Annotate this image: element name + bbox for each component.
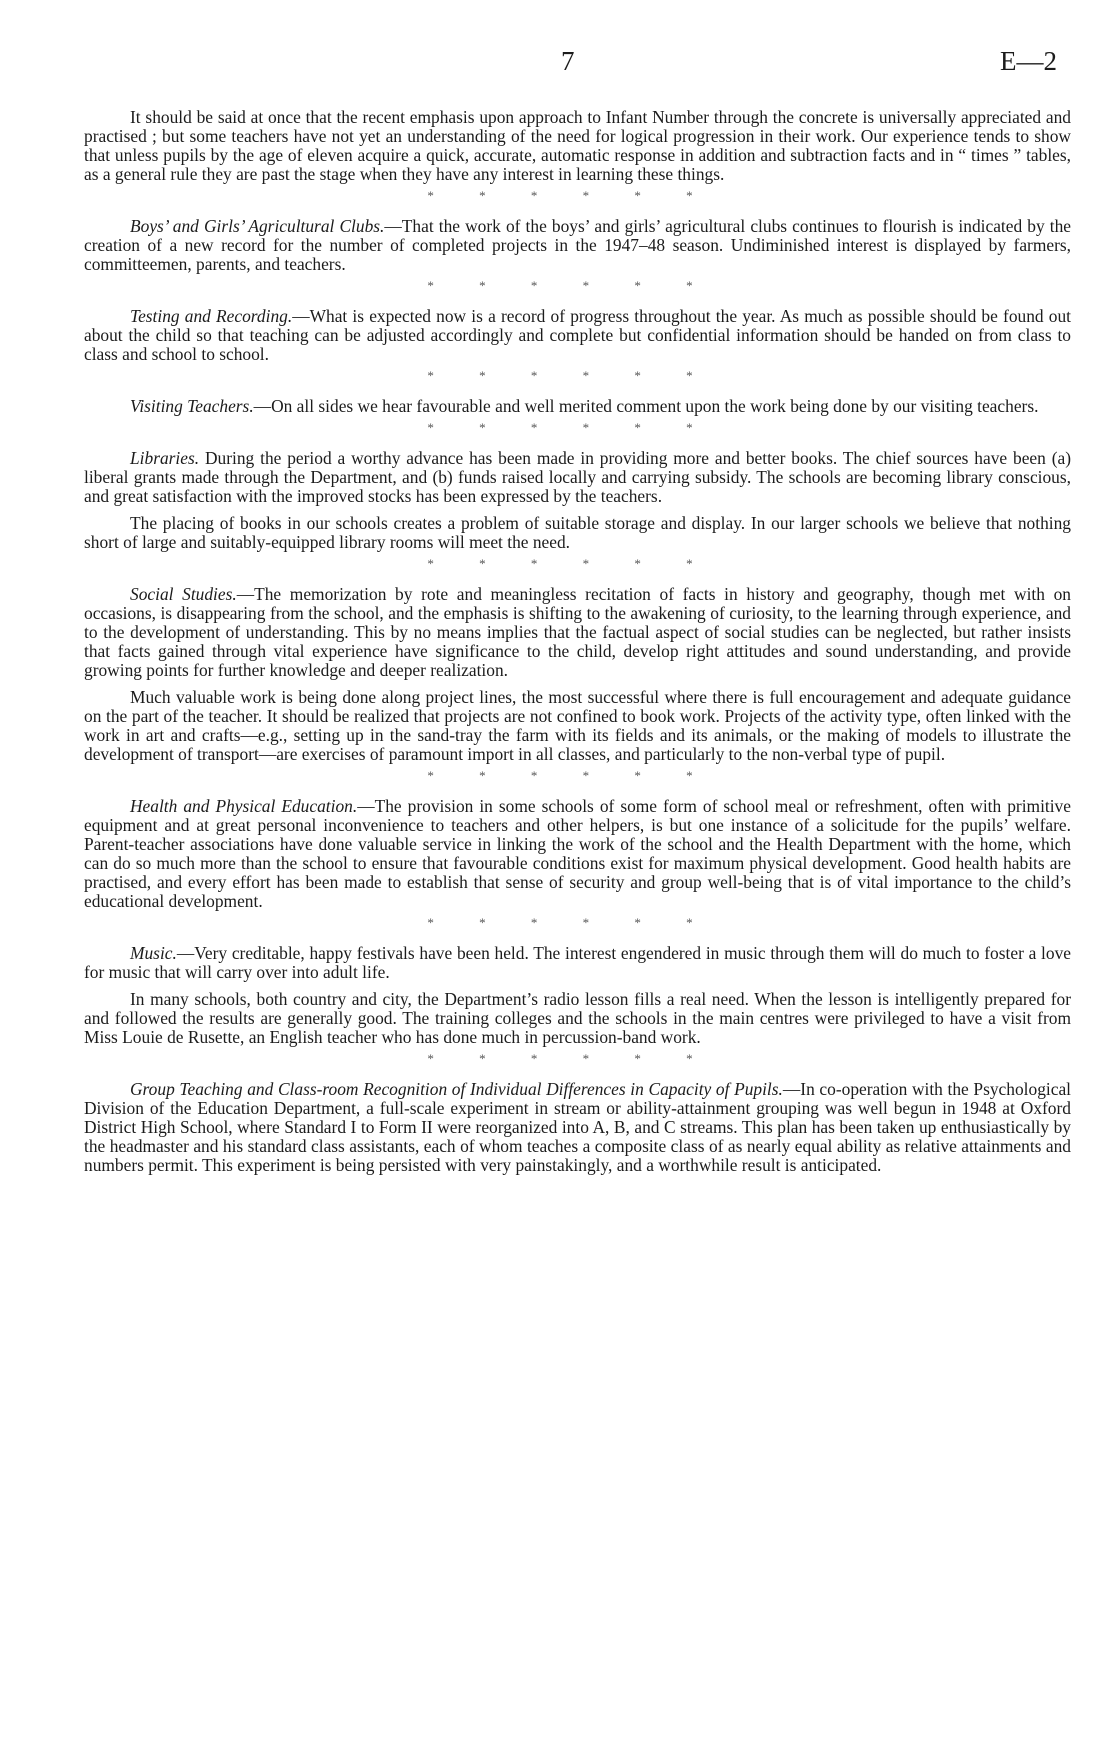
section-separator: * * * * * * [427,278,693,293]
social-text: —The memorization by rote and meaningless recitation of facts in history and geography, though met with on occasions, is disappearing from the school, and the emphasis is shifting to the awakening of curiosity, to the learning through experience, and to the development of understanding. This by no means implies that the factual aspect of social studies can be neglected, but rather insists that facts gained through vital experience have significance to the child, develop right attitudes and sound understanding, and provide growing points for further knowledge and deeper realization. [84,584,1071,680]
clubs-heading: Boys’ and Girls’ Agricultural Clubs. [130,216,385,236]
libraries-paragraph [84,449,1071,506]
health-paragraph [84,797,1071,911]
music-heading: Music. [130,943,177,963]
visiting-text: —On all sides we hear favourable and well merited comment upon the work being done by our visiting teachers. [253,396,1039,416]
music-paragraph [84,944,1071,982]
group-paragraph [84,1080,1071,1175]
visiting-heading: Visiting Teachers. [130,396,254,416]
music-text: —Very creditable, happy festivals have been held. The interest engendered in music through them will do much to foster a love for music that will carry over into adult life. [84,943,1071,982]
group-heading: Group Teaching and Class-room Recognition of Individual Differences in Capacity of Pupils. [130,1079,783,1099]
libraries-paragraph-2: The placing of books in our schools creates a problem of suitable storage and display. In our larger schools we believe that nothing short of large and suitably-equipped library rooms will meet the need. [84,513,1071,552]
social-heading: Social Studies. [130,584,237,604]
group-text: —In co-operation with the Psychological Division of the Education Department, a full-scale experiment in stream or ability-attainment grouping was well begun in 1948 at Oxford District High School, where Standard I to Form II were reorganized into A, B, and C streams. This plan has been taken up enthusiastically by the headmaster and his standard class assistants, each of whom teaches a composite class of as nearly equal ability as relative attainments and numbers permit. This experiment is being persisted with very painstakingly, and a worthwhile result is anticipated. [84,1079,1071,1175]
section-separator: * * * * * * [427,368,693,383]
section-separator: * * * * * * [427,768,693,783]
section-separator: * * * * * * [427,188,693,203]
testing-text: —What is expected now is a record of progress throughout the year. As much as possible should be found out about the child so that teaching can be adjusted accordingly and complete but confidential information should be handed on from class to class and school to school. [84,306,1071,364]
social-paragraph-2: Much valuable work is being done along project lines, the most successful where there is full encouragement and adequate guidance on the part of the teacher. It should be realized that projects are not confined to book work. Projects of the activity type, often linked with the work in art and crafts—e.g., setting up in the sand-tray the farm with its fields and its animals, or the making of models to illustrate the development of transport—are exercises of paramount import in all classes, and particularly to the non-verbal type of pupil. [84,687,1071,764]
health-heading: Health and Physical Education. [130,796,358,816]
libraries-text: During the period a worthy advance has been made in providing more and better books. The chief sources have been (a) liberal grants made through the Department, and (b) funds raised locally and carrying subsidy. The schools are becoming library conscious, and great satisfaction with the improved stocks has been expressed by the teachers. [84,448,1071,506]
page-body [84,108,1071,1175]
section-separator: * * * * * * [427,1051,693,1066]
section-separator: * * * * * * [427,420,693,435]
testing-heading: Testing and Recording. [130,306,293,326]
report-reference: E—2 [1000,46,1057,76]
health-text: —The provision in some schools of some form of school meal or refreshment, often with primitive equipment and at great personal inconvenience to teachers and other helpers, is but one instance of a solicitude for the pupils’ welfare. Parent-teacher associations have done valuable service in linking the work of the school and the Health Department with the home, which can do so much more than the school to ensure that favourable conditions exist for maximum physical development. Good health habits are practised, and every effort has been made to establish that sense of security and group well-being that is of vital importance to the child’s educational development. [84,796,1071,911]
clubs-text: —That the work of the boys’ and girls’ agricultural clubs continues to flourish is indicated by the creation of a new record for the number of completed projects in the 1947–48 season. Undiminished interest is displayed by farmers, committeemen, parents, and teachers. [84,216,1072,274]
social-paragraph [84,585,1071,680]
music-paragraph-2: In many schools, both country and city, the Department’s radio lesson fills a real need. When the lesson is intelligently prepared for and followed the results are generally good. The training colleges and the schools in the main centres were privileged to have a visit from Miss Louie de Rusette, an English teacher who has done much in percussion-band work. [84,989,1071,1047]
page-number: 7 [561,46,575,76]
section-separator: * * * * * * [427,915,693,930]
clubs-paragraph [84,217,1071,274]
page-header [0,46,1114,86]
testing-paragraph [84,307,1071,364]
libraries-heading: Libraries. [130,448,200,468]
section-separator: * * * * * * [427,556,693,571]
visiting-paragraph [84,397,1071,416]
intro-paragraph: It should be said at once that the recent emphasis upon approach to Infant Number through the concrete is universally appreciated and practised ; but some teachers have not yet an understanding of the need for logical progression in their work. Our experience tends to show that unless pupils by the age of eleven acquire a quick, accurate, automatic response in addition and subtraction facts and in “ times ” tables, as a general rule they are past the stage when they have any interest in learning these things. [84,107,1071,184]
